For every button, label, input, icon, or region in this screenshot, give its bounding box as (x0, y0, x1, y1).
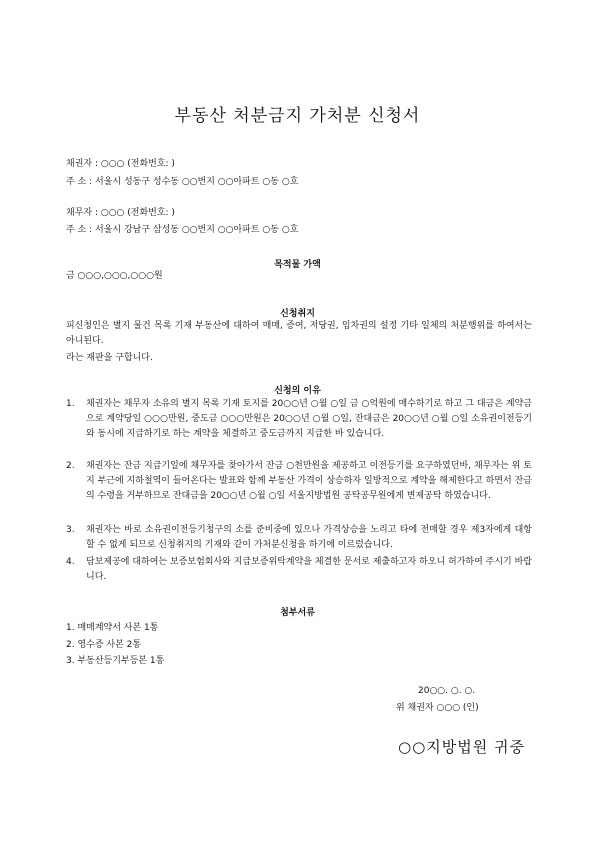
attachment-item: 3. 부동산등기부등본 1통 (66, 656, 165, 666)
court-addressee: ○○지방법원 귀중 (398, 738, 525, 756)
attachment-item: 2. 영수증 사본 2통 (66, 640, 142, 650)
reason-number: 2. (66, 461, 75, 471)
debtor-name-line: 채무자 : ○○○ (전화번호: ) (66, 208, 175, 218)
purpose-heading: 신청취지 (280, 309, 315, 319)
attachment-item: 1. 매매계약서 사본 1통 (66, 623, 159, 633)
reason-item (66, 555, 532, 585)
reason-item (66, 459, 532, 504)
reason-text: 채권자는 채무자 소유의 별지 목록 기재 토지를 20○○년 ○월 ○일 금 ○억원에 매수하기로 하고 그 대금은 계약금으로 계약당일 ○○○만원, 중도금 ○○○만원은 20○○년 ○월 ○일, 잔대금은 20○○년 ○월 ○일 소유권이전등기와 동시에 지급하기로 하는 계약을 체결하고 중도금까지 지급한 바 있습니다. (86, 399, 532, 439)
debtor-address-line: 주 소 : 서울시 강남구 삼성동 ○○번지 ○○아파트 ○동 ○호 (66, 225, 299, 235)
creditor-name-line: 채권자 : ○○○ (전화번호: ) (66, 159, 175, 169)
attachments-heading: 첨부서류 (280, 608, 315, 618)
reason-item (66, 397, 532, 442)
reason-text: 담보제공에 대하여는 보증보험회사와 지급보증위탁계약을 체결한 문서로 제출하고자 하오니 허가하여 주시기 바랍니다. (86, 557, 532, 582)
reason-text: 채권자는 잔금 지급기일에 채무자를 찾아가서 잔금 ○천만원을 제공하고 이전등기를 요구하였던바, 채무자는 위 토지 부근에 지하철역이 들어온다는 발표와 함께 부동산 가격이 상승하자 일방적으로 계약을 해제한다고 하면서 잔금의 수령을 거부하므로 잔대금을 20○○년 ○월 ○일 서울지방법원 공탁공무원에게 변제공탁 하였습니다. (86, 461, 532, 501)
reasons-heading: 신청의 이유 (274, 386, 321, 396)
reason-number: 3. (66, 525, 75, 535)
object-value-amount: 금 ○○○,○○○,○○○원 (66, 271, 163, 281)
purpose-text: 피신청인은 별지 물건 목록 기재 부동산에 대하여 매매, 증여, 저당권, 임차권의 설정 기타 일체의 처분행위를 하여서는 아니된다. (66, 321, 532, 346)
document-title: 부동산 처분금지 가처분 신청서 (174, 106, 421, 126)
signature-signer: 위 채권자 ○○○ (인) (396, 703, 479, 713)
reason-number: 1. (66, 399, 75, 409)
signature-date: 20○○. ○. ○. (418, 686, 476, 696)
reason-number: 4. (66, 557, 75, 567)
reason-text: 채권자는 바로 소유권이전등기청구의 소를 준비중에 있으나 가격상승을 노리고 타에 전매할 경우 제3자에게 대항할 수 없게 되므로 신청취지의 기재와 같이 가처분신청을 하기에 이르렀습니다. (86, 525, 532, 550)
object-value-heading: 목적물 가액 (274, 260, 321, 270)
purpose-closing: 라는 재판을 구합니다. (66, 353, 153, 363)
reason-item (66, 523, 532, 553)
creditor-address-line: 주 소 : 서울시 성동구 성수동 ○○번지 ○○아파트 ○동 ○호 (66, 177, 299, 187)
